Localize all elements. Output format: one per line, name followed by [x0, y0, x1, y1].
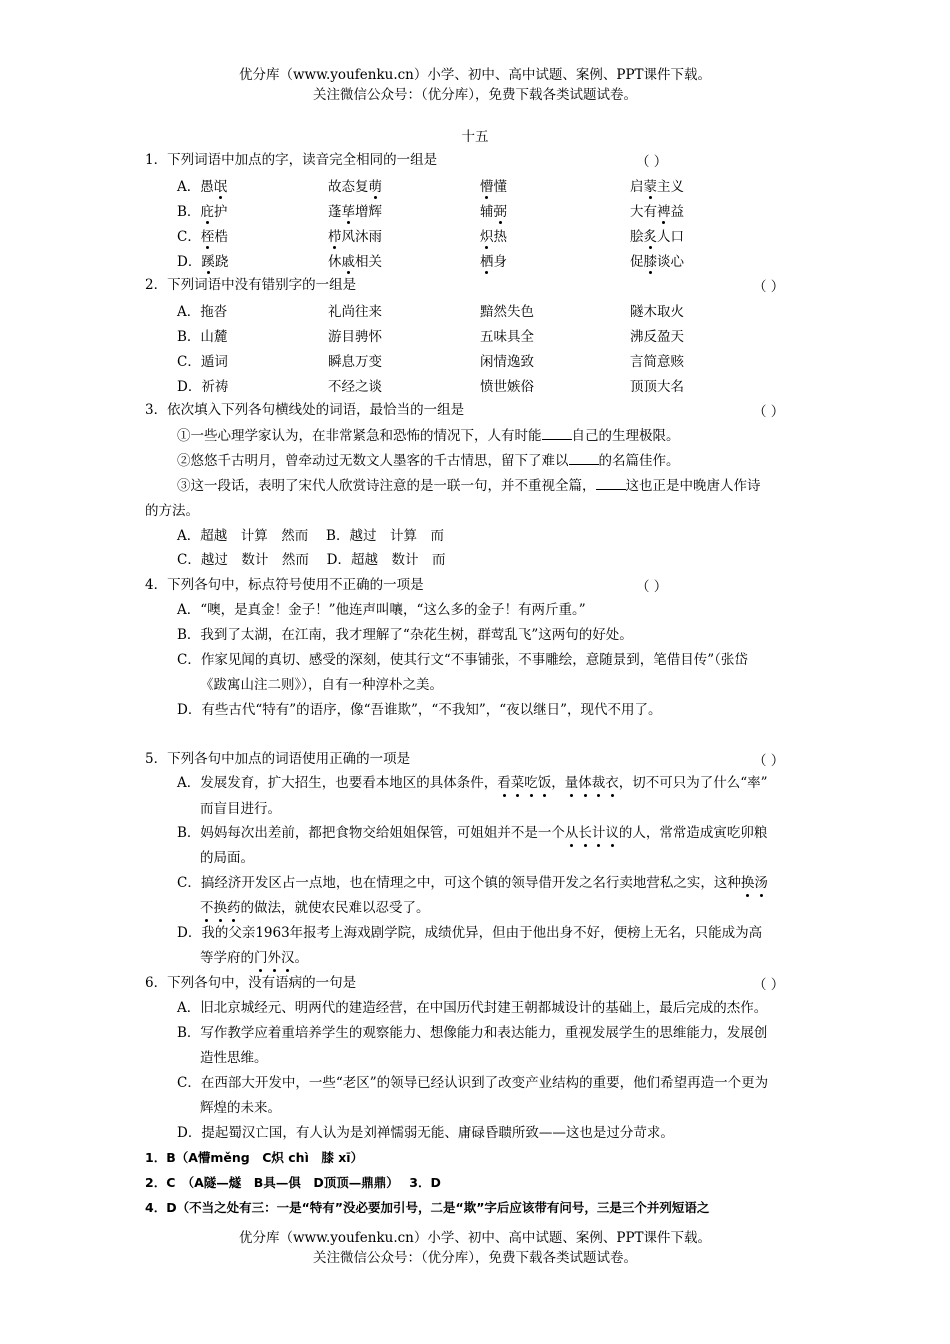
q4-option-b: B．我到了太湖，在江南，我才理解了“杂花生树，群莺乱飞”这两句的好处。 — [177, 627, 633, 643]
q5-option-b: B．妈妈每次出差前，都把食物交给姐姐保管，可姐姐并不是一个从长计议的人，常常造成寅吃卯粮 — [177, 825, 768, 841]
q2-c-3: 闲情逸致 — [480, 354, 534, 370]
q1-a-1: A．愚氓 — [177, 175, 227, 195]
q5-option-a: A．发展发育，扩大招生，也要看本地区的具体条件，看菜吃饭，量体裁衣，切不可只为了什么“率” — [177, 775, 768, 791]
q5-a-dotted-2: 量体裁衣 — [564, 775, 619, 791]
q2-b-2: 游目骋怀 — [328, 329, 382, 345]
footer-line-1: 优分库（www.youfenku.cn）小学、初中、高中试题、案例、PPT课件下载。 — [238, 1230, 712, 1246]
q2-d-1: D．祈祷 — [177, 379, 229, 395]
section-title: 十五 — [461, 129, 489, 145]
q3-options-cd: C．越过 数计 然而 D．超越 数计 而 — [177, 552, 446, 568]
q2-b-4: 沸反盈天 — [630, 329, 684, 345]
q4-option-a: A．“噢，是真金！金子！”他连声叫嚷，“这么多的金子！有两斤重。” — [177, 602, 586, 618]
answer-4: 4．D（不当之处有三：一是“特有”没必要加引号，二是“欺”字后应该带有问号，三是三个并列短语之 — [145, 1200, 710, 1215]
q1-a-2: 故态复萌 — [328, 175, 382, 195]
q2-b-1: B．山麓 — [177, 329, 228, 345]
q5-d-dotted: 门外汉 — [254, 950, 295, 966]
q1-b-1: B．庇护 — [177, 200, 227, 220]
header-line-2: 关注微信公众号：（优分库），免费下载各类试题试卷。 — [313, 87, 637, 103]
q1-c-1: C．桎梏 — [177, 225, 228, 245]
q1-d-3: 栖身 — [480, 250, 507, 270]
q1-a-3: 懵懂 — [480, 175, 507, 195]
q2-a-1: A．拖沓 — [177, 304, 228, 320]
q1-b-3: 辅弼 — [480, 200, 507, 220]
q4-stem: 4．下列各句中，标点符号使用不正确的一项是 — [145, 577, 424, 593]
q1-b-2: 蓬荜增辉 — [328, 200, 382, 220]
q1-c-4: 脍炙人口 — [630, 225, 684, 245]
q5-option-b-cont: 的局面。 — [200, 850, 254, 866]
q5-a-dotted-1: 看菜吃饭 — [497, 775, 552, 791]
q2-c-2: 瞬息万变 — [328, 354, 382, 370]
q3-options-ab: A．超越 计算 然而 B．越过 计算 而 — [177, 528, 444, 544]
q6-option-d: D．提起蜀汉亡国，有人认为是刘禅懦弱无能、庸碌昏聩所致——这也是过分苛求。 — [177, 1125, 674, 1141]
q5-option-d-cont: 等学府的门外汉。 — [200, 950, 308, 966]
q2-d-2: 不经之谈 — [328, 379, 382, 395]
q4-answer-paren: （ ） — [636, 579, 668, 595]
q5-stem: 5．下列各句中加点的词语使用正确的一项是 — [145, 751, 411, 767]
q4-option-c: C．作家见闻的真切、感受的深刻，使其行文“不事铺张，不事雕绘，意随景到，笔借目传”（张岱 — [177, 652, 748, 668]
q3-sentence-3-cont: 的方法。 — [145, 503, 199, 519]
q1-a-4: 启蒙主义 — [630, 175, 684, 195]
q6-option-c-cont: 辉煌的未来。 — [200, 1100, 281, 1116]
q5-b-dotted: 从长计议 — [564, 825, 619, 841]
answer-1: 1．B（A懵měng C炽 chì 膝 xī） — [145, 1150, 364, 1165]
q3-answer-paren: （ ） — [753, 404, 785, 420]
q1-d-4: 促膝谈心 — [630, 250, 684, 270]
q5-answer-paren: （ ） — [753, 753, 785, 769]
q2-a-3: 黯然失色 — [480, 304, 534, 320]
q1-answer-paren: （ ） — [636, 154, 668, 170]
q5-option-c: C．搞经济开发区占一点地，也在情理之中，可这个镇的领导借开发之名行卖地营私之实，这种换汤 — [177, 875, 768, 891]
q3-sentence-3: ③这一段话，表明了宋代人欣赏诗注意的是一联一句，并不重视全篇， 这也正是中晚唐人作诗 — [177, 478, 761, 494]
q3-sentence-1: ①一些心理学家认为，在非常紧急和恐怖的情况下，人有时能 自己的生理极限。 — [177, 428, 680, 444]
q1-b-4: 大有裨益 — [630, 200, 684, 220]
q5-option-a-cont: 而盲目进行。 — [200, 801, 281, 817]
q6-option-a: A．旧北京城经元、明两代的建造经营，在中国历代封建王朝都城设计的基础上，最后完成的杰作。 — [177, 1000, 768, 1016]
q2-a-4: 隧木取火 — [630, 304, 684, 320]
q1-c-2: 栉风沐雨 — [328, 225, 382, 245]
q4-option-c-cont: 《跋寓山注二则》），自有一种淳朴之美。 — [200, 677, 443, 693]
q6-answer-paren: （ ） — [753, 977, 785, 993]
q1-d-2: 休戚相关 — [328, 250, 382, 270]
q2-b-3: 五味具全 — [480, 329, 534, 345]
q2-d-3: 愤世嫉俗 — [480, 379, 534, 395]
q6-stem: 6．下列各句中，没有语病的一句是 — [145, 975, 357, 991]
q6-option-c: C．在西部大开发中，一些“老区”的领导已经认识到了改变产业结构的重要，他们希望再造一个更为 — [177, 1075, 769, 1091]
q4-option-d: D．有些古代“特有”的语序，像“吾谁欺”，“不我知”，“夜以继日”，现代不用了。 — [177, 702, 662, 718]
q1-stem: 1．下列词语中加点的字，读音完全相同的一组是 — [145, 152, 438, 168]
footer-line-2: 关注微信公众号：（优分库），免费下载各类试题试卷。 — [313, 1250, 637, 1266]
q2-stem: 2．下列词语中没有错别字的一组是 — [145, 277, 357, 293]
answer-2-3: 2．C （A隧—燧 B具—俱 D顶顶—鼎鼎） 3．D — [145, 1175, 441, 1190]
q2-a-2: 礼尚往来 — [328, 304, 382, 320]
q1-c-3: 炽热 — [480, 225, 507, 245]
q5-c-dotted-1: 换汤 — [740, 875, 768, 891]
q6-option-b-cont: 造性思维。 — [200, 1050, 268, 1066]
q5-option-c-cont: 不换药的做法，就使农民难以忍受了。 — [200, 900, 430, 916]
header-line-1: 优分库（www.youfenku.cn）小学、初中、高中试题、案例、PPT课件下载。 — [238, 67, 712, 83]
q2-c-4: 言简意赅 — [630, 354, 684, 370]
q2-d-4: 顶顶大名 — [630, 379, 684, 395]
q5-c-dotted-2: 不换药 — [200, 900, 241, 916]
q2-answer-paren: （ ） — [753, 279, 785, 295]
q6-option-b: B．写作教学应着重培养学生的观察能力、想像能力和表达能力，重视发展学生的思维能力，发展创 — [177, 1025, 768, 1041]
q5-option-d: D．我的父亲1963年报考上海戏剧学院，成绩优异，但由于他出身不好，便榜上无名，只能成为高 — [177, 925, 763, 941]
q3-sentence-2: ②悠悠千古明月，曾牵动过无数文人墨客的千古情思，留下了难以 的名篇佳作。 — [177, 453, 680, 469]
q2-c-1: C．遁词 — [177, 354, 228, 370]
q1-d-1: D．蹊跷 — [177, 250, 228, 270]
q3-stem: 3．依次填入下列各句横线处的词语，最恰当的一组是 — [145, 402, 465, 418]
